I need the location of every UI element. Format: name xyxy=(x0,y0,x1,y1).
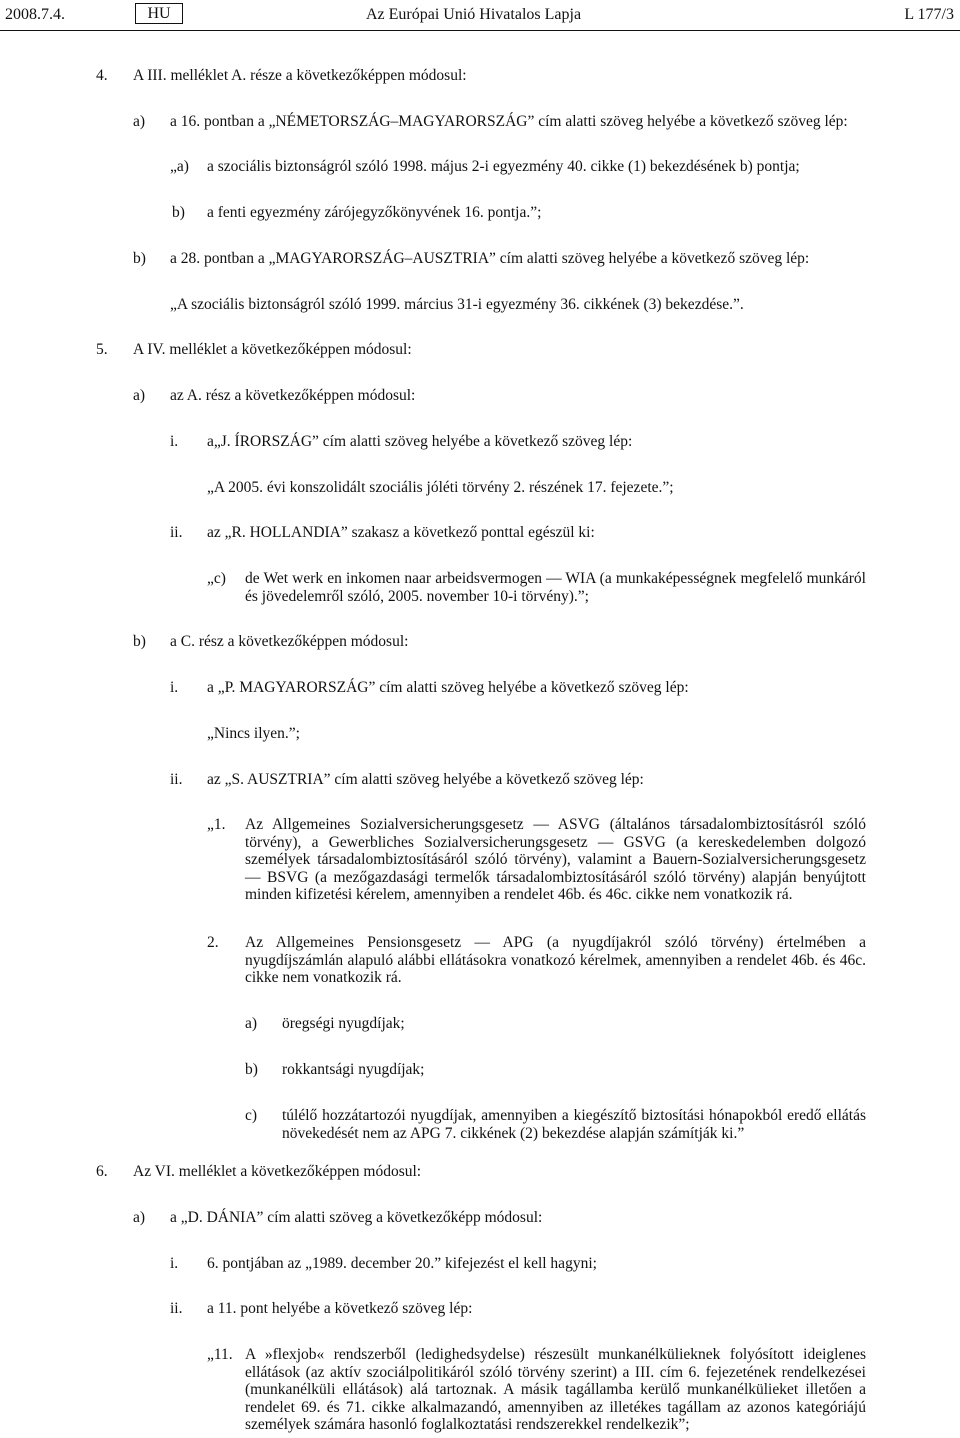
item-text: a 28. pontban a „MAGYARORSZÁG–AUSZTRIA” cím alatti szöveg helyébe a következő szöveg lép: xyxy=(170,250,810,267)
subitem-label: i. xyxy=(170,433,179,450)
subitem-text: 6. pontjában az „1989. december 20.” kifejezést el kell hagyni; xyxy=(207,1255,597,1272)
page-reference: L 177/3 xyxy=(904,6,954,23)
item-text: a C. rész a következőképpen módosul: xyxy=(170,633,409,650)
point-text: A »flexjob« rendszerből (ledighedsydelse) részesült munkanélkülieknek folyósított ideiglenes ellátások (az aktív szociálpolitikáról szóló törvény szerint) a III. cím 6. fejezetének rendelkezései (munkanélküli ellátások) alá tartoznak. A másik tagállamba kerülő munkanélkülieket illetően a rendelet 69. és 71. cikke alkalmazandó, amennyiben az illetékes tagállam az azonos kategóriájú személyek számára hasonló foglalkoztatási rendszerekkel rendelkezik”; xyxy=(245,1346,866,1433)
point-text: Az Allgemeines Pensionsgesetz — APG (a nyugdíjakról szóló törvény) értelmében a nyugdíjszámlán alapuló alábbi ellátásokra vonatkozó kérelmek, amennyiben a rendelet 46b. és 46c. cikke nem vonatkozik rá. xyxy=(245,934,866,986)
header-date: 2008.7.4. xyxy=(5,6,65,23)
subitem-label: ii. xyxy=(170,771,183,788)
subpoint-label: a) xyxy=(245,1015,258,1032)
item-text: a 16. pontban a „NÉMETORSZÁG–MAGYARORSZÁG” cím alatti szöveg helyébe a következő szöveg lép: xyxy=(170,113,848,130)
subitem-label: i. xyxy=(170,1255,179,1272)
section-number: 5. xyxy=(96,341,108,358)
item-label: a) xyxy=(133,1209,146,1226)
point-label: 2. xyxy=(207,934,219,951)
item-text: az A. rész a következőképpen módosul: xyxy=(170,387,416,404)
quoted-text: „A szociális biztonságról szóló 1999. március 31-i egyezmény 36. cikkének (3) bekezdése.”. xyxy=(170,296,744,313)
subitem-text: a„J. ÍRORSZÁG” cím alatti szöveg helyébe a következő szöveg lép: xyxy=(207,433,633,450)
section-text: Az VI. melléklet a következőképpen módosul: xyxy=(133,1163,422,1180)
section-text: A III. melléklet A. része a következőképpen módosul: xyxy=(133,67,467,84)
section-number: 6. xyxy=(96,1163,108,1180)
subitem-text: a fenti egyezmény zárójegyzőkönyvének 16. pontja.”; xyxy=(207,204,542,221)
journal-title: Az Európai Unió Hivatalos Lapja xyxy=(366,6,582,23)
item-label: b) xyxy=(133,250,146,267)
quoted-text: „A 2005. évi konszolidált szociális jóléti törvény 2. részének 17. fejezete.”; xyxy=(207,479,674,496)
header-rule xyxy=(0,30,960,31)
item-label: b) xyxy=(133,633,146,650)
subpoint-label: c) xyxy=(245,1107,258,1124)
subitem-text: az „S. AUSZTRIA” cím alatti szöveg helyébe a következő szöveg lép: xyxy=(207,771,644,788)
point-label: „1. xyxy=(207,816,226,833)
section-number: 4. xyxy=(96,67,108,84)
subitem-text: a 11. pont helyébe a következő szöveg lép: xyxy=(207,1300,473,1317)
item-label: a) xyxy=(133,387,146,404)
subitem-label: b) xyxy=(172,204,185,221)
subpoint-text: rokkantsági nyugdíjak; xyxy=(282,1061,425,1078)
quoted-text: „Nincs ilyen.”; xyxy=(207,725,300,742)
subitem-text: a szociális biztonságról szóló 1998. május 2-i egyezmény 40. cikke (1) bekezdésének b) pontja; xyxy=(207,158,800,175)
point-text: de Wet werk en inkomen naar arbeidsvermogen — WIA (a munkaképességnek megfelelő munkáról és jövedelemről szóló, 2005. november 10-i törvény).”; xyxy=(245,570,866,605)
subitem-text: az „R. HOLLANDIA” szakasz a következő ponttal egészül ki: xyxy=(207,524,595,541)
subitem-label: i. xyxy=(170,679,179,696)
subitem-label: ii. xyxy=(170,1300,183,1317)
point-text: Az Allgemeines Sozialversicherungsgesetz — ASVG (általános társadalombiztosításról szóló törvény), a Gewerbliches Sozialversicherungsgesetz — GSVG (a kereskedelemben dolgozó személyek társadalombiztosításáról szóló törvény), valamint a Bauern-Sozialversicherungsgesetz — BSVG (a mezőgazdasági termelők társadalombiztosításáról szóló törvény) alapján benyújtott minden kifizetési kérelem, amennyiben a rendelet 46b. és 46c. cikke nem vonatkozik rá. xyxy=(245,816,866,903)
section-text: A IV. melléklet a következőképpen módosul: xyxy=(133,341,412,358)
subpoint-label: b) xyxy=(245,1061,258,1078)
language-badge: HU xyxy=(135,3,183,24)
subpoint-text: túlélő hozzátartozói nyugdíjak, amennyiben a kiegészítő biztosítási hónapokból eredő ellátás növekedését nem az APG 7. cikkének (2) bekezdése alapján számítják ki.” xyxy=(282,1107,866,1142)
item-text: a „D. DÁNIA” cím alatti szöveg a következőképp módosul: xyxy=(170,1209,543,1226)
subitem-label: „a) xyxy=(170,158,189,175)
subitem-label: ii. xyxy=(170,524,183,541)
point-label: „11. xyxy=(207,1346,233,1363)
subpoint-text: öregségi nyugdíjak; xyxy=(282,1015,405,1032)
subitem-text: a „P. MAGYARORSZÁG” cím alatti szöveg helyébe a következő szöveg lép: xyxy=(207,679,689,696)
item-label: a) xyxy=(133,113,146,130)
point-label: „c) xyxy=(207,570,226,587)
